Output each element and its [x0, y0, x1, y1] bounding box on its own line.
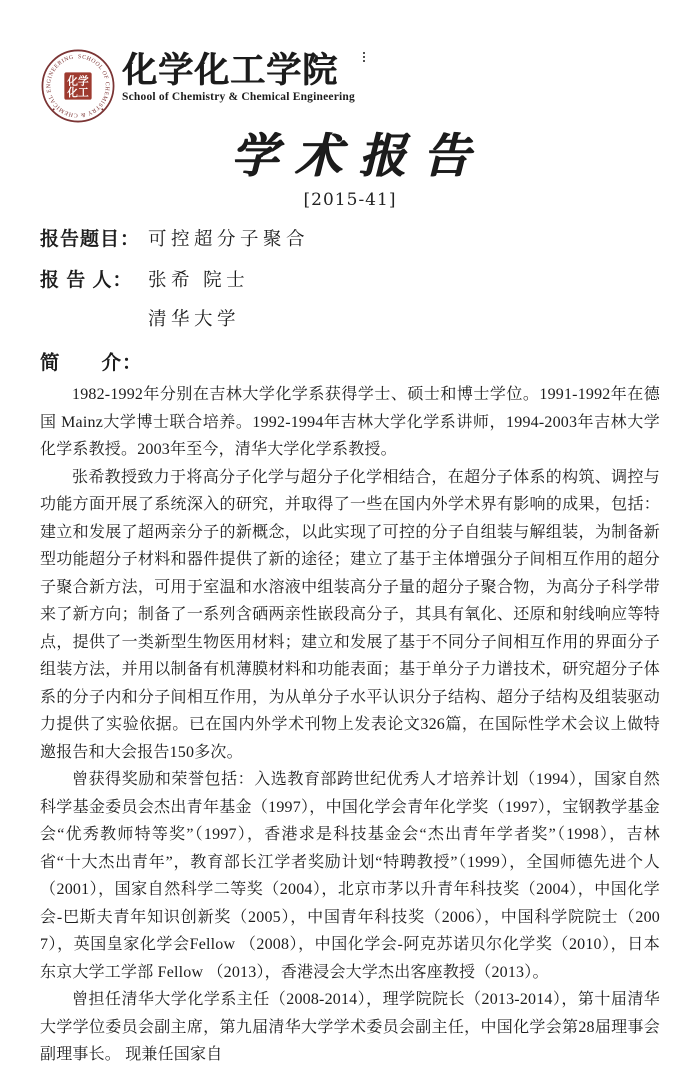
report-title-value: 可控超分子聚合	[148, 230, 310, 250]
calligrapher-signature-mark	[361, 50, 371, 72]
header	[40, 46, 660, 126]
report-fields	[40, 224, 660, 331]
speaker-row	[40, 265, 660, 292]
speaker-value: 张希 院士	[148, 271, 250, 291]
report-title-row	[40, 224, 660, 251]
report-number: [2015-41]	[303, 190, 397, 210]
intro-paragraph-positions: 曾担任清华大学化学系主任（2008-2014），理学院院长（2013-2014），第十届清华大学学位委员会副主席，第九届清华大学学术委员会副主任，中国化学会第28届理事会副理事长。 现兼任国家自	[40, 991, 660, 1063]
school-names	[122, 46, 355, 103]
report-title-label: 报告题目：	[40, 229, 141, 250]
school-seal-logo	[40, 48, 116, 124]
intro-paragraph-research: 张希教授致力于将高分子化学与超分子化学相结合，在超分子体系的构筑、调控与功能方面开展了系统深入的研究，并取得了一些在国内外学术界有影响的成果，包括：建立和发展了超两亲分子的新概念，以此实现了可控的分子自组装与解组装，为制备新型功能超分子材料和器件提供了新的途径；建立了基于主体增强分子间相互作用的超分子聚合新方法，可用于室温和水溶液中组装高分子量的超分子聚合物，为高分子科学带来了新方向；制备了一系列含硒两亲性嵌段高分子，其具有氧化、还原和射线响应等特点，提供了一类新型生物医用材料；建立和发展了基于不同分子间相互作用的界面分子组装方法，并用以制备有机薄膜材料和功能表面；基于单分子力谱技术，研究超分子体系的分子内和分子间相互作用，为从单分子水平认识分子结构、超分子结构及组装驱动力提供了实验依据。已在国内外学术刊物上发表论文326篇，在国际性学术会议上做特邀报告和大会报告150多次。	[40, 468, 660, 761]
page-title: 学术报告	[230, 129, 487, 184]
seal-center-text-top: 化学	[67, 75, 89, 88]
intro-heading: 简 介：	[40, 352, 143, 374]
speaker-label: 报 告 人：	[40, 270, 133, 291]
seal-ring-text: SCHOOL OF CHEMISTRY & CHEMICAL ENGINEERING	[46, 54, 110, 118]
school-name-en: School of Chemistry & Chemical Engineering	[122, 91, 355, 103]
speaker-affiliation: 清华大学	[148, 310, 241, 330]
intro-paragraph-education: 1982-1992年分别在吉林大学化学系获得学士、硕士和博士学位。1991-1992年在德国 Mainz大学博士联合培养。1992-1994年吉林大学化学系讲师，1994-2003年吉林大学化学系教授。2003年至今，清华大学化学系教授。	[40, 386, 660, 458]
seal-center-text-bottom: 化工	[67, 87, 89, 100]
intro-body	[40, 381, 660, 1069]
school-name-cn: 化学化工学院	[122, 50, 339, 91]
intro-paragraph-awards: 曾获得奖励和荣誉包括：入选教育部跨世纪优秀人才培养计划（1994），国家自然科学基金委员会杰出青年基金（1997），中国化学会青年化学奖（1997），宝钢教学基金会“优秀教师特等奖”（1997），香港求是科技基金会“杰出青年学者奖”（1998），吉林省“十大杰出青年”，教育部长江学者奖励计划“特聘教授”（1999），全国师德先进个人（2001），国家自然科学二等奖（2004），北京市茅以升青年科技奖（2004），中国化学会-巴斯夫青年知识创新奖（2005），中国青年科技奖（2006），中国科学院院士（2007），英国皇家化学会Fellow （2008），中国化学会-阿克苏诺贝尔化学奖（2010），日本东京大学工学部 Fellow （2013），香港浸会大学杰出客座教授（2013）。	[40, 771, 660, 981]
